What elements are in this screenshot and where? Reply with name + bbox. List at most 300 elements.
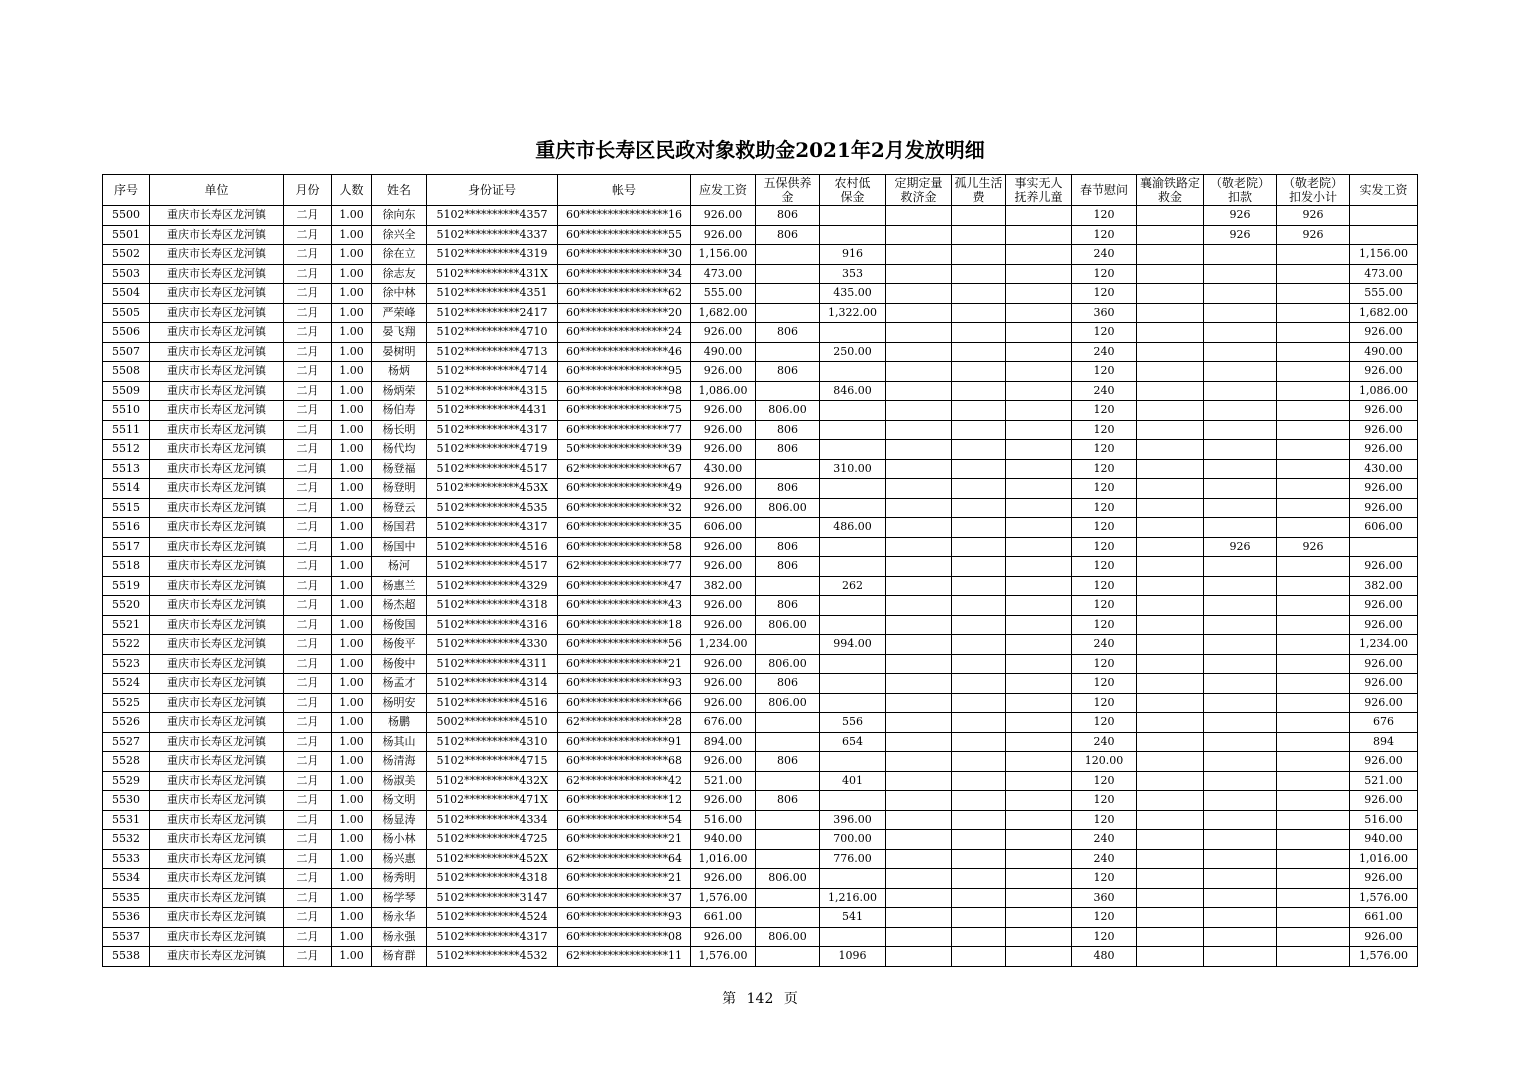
cell-month: 二月 xyxy=(284,732,332,752)
cell-guer xyxy=(952,888,1006,908)
cell-seq: 5525 xyxy=(103,693,150,713)
cell-name: 严荣峰 xyxy=(372,303,427,323)
cell-count: 1.00 xyxy=(332,479,372,499)
table-row xyxy=(103,459,1418,479)
cell-count: 1.00 xyxy=(332,206,372,226)
cell-month: 二月 xyxy=(284,342,332,362)
cell-count: 1.00 xyxy=(332,810,372,830)
cell-seq: 5505 xyxy=(103,303,150,323)
cell-account: 60****************35 xyxy=(558,518,691,538)
cell-salary: 926.00 xyxy=(691,323,756,343)
cell-seq: 5522 xyxy=(103,635,150,655)
cell-month: 二月 xyxy=(284,908,332,928)
cell-shishi xyxy=(1006,381,1072,401)
cell-salary: 555.00 xyxy=(691,284,756,304)
cell-name: 杨炳 xyxy=(372,362,427,382)
cell-unit: 重庆市长寿区龙河镇 xyxy=(150,810,284,830)
cell-id: 5102**********4357 xyxy=(427,206,558,226)
cell-name: 杨文明 xyxy=(372,791,427,811)
cell-salary: 926.00 xyxy=(691,537,756,557)
cell-salary: 1,156.00 xyxy=(691,245,756,265)
header-xiangyu: 襄渝铁路定救金 xyxy=(1137,175,1204,206)
table-row xyxy=(103,440,1418,460)
cell-name: 杨秀明 xyxy=(372,869,427,889)
cell-month: 二月 xyxy=(284,674,332,694)
cell-count: 1.00 xyxy=(332,245,372,265)
cell-dibao: 556 xyxy=(820,713,886,733)
cell-chunjie: 120 xyxy=(1072,693,1137,713)
cell-shishi xyxy=(1006,908,1072,928)
cell-account: 60****************93 xyxy=(558,908,691,928)
cell-dingqi xyxy=(886,752,952,772)
cell-dingqi xyxy=(886,440,952,460)
cell-dibao: 916 xyxy=(820,245,886,265)
cell-actual: 926.00 xyxy=(1350,791,1418,811)
cell-guer xyxy=(952,615,1006,635)
cell-actual: 676 xyxy=(1350,713,1418,733)
cell-id: 5102**********452X xyxy=(427,849,558,869)
cell-chunjie: 120 xyxy=(1072,615,1137,635)
cell-actual: 926.00 xyxy=(1350,401,1418,421)
cell-dingqi xyxy=(886,869,952,889)
table-row xyxy=(103,888,1418,908)
cell-dingqi xyxy=(886,518,952,538)
cell-unit: 重庆市长寿区龙河镇 xyxy=(150,596,284,616)
cell-jlyxj xyxy=(1277,693,1350,713)
cell-count: 1.00 xyxy=(332,557,372,577)
cell-xiangyu xyxy=(1137,869,1204,889)
cell-guer xyxy=(952,264,1006,284)
cell-dibao: 250.00 xyxy=(820,342,886,362)
table-row xyxy=(103,381,1418,401)
cell-month: 二月 xyxy=(284,245,332,265)
cell-shishi xyxy=(1006,206,1072,226)
cell-shishi xyxy=(1006,498,1072,518)
cell-actual: 555.00 xyxy=(1350,284,1418,304)
header-jlyxj: （敬老院）扣发小计 xyxy=(1277,175,1350,206)
cell-unit: 重庆市长寿区龙河镇 xyxy=(150,518,284,538)
cell-dibao xyxy=(820,225,886,245)
cell-seq: 5531 xyxy=(103,810,150,830)
cell-dingqi xyxy=(886,362,952,382)
cell-count: 1.00 xyxy=(332,440,372,460)
cell-id: 5102**********4314 xyxy=(427,674,558,694)
cell-jlykk xyxy=(1204,264,1277,284)
cell-account: 60****************93 xyxy=(558,674,691,694)
cell-actual: 926.00 xyxy=(1350,479,1418,499)
cell-salary: 490.00 xyxy=(691,342,756,362)
cell-seq: 5533 xyxy=(103,849,150,869)
cell-chunjie: 360 xyxy=(1072,303,1137,323)
cell-account: 60****************54 xyxy=(558,810,691,830)
cell-jlyxj xyxy=(1277,518,1350,538)
cell-actual: 926.00 xyxy=(1350,323,1418,343)
cell-month: 二月 xyxy=(284,576,332,596)
cell-name: 杨淑美 xyxy=(372,771,427,791)
cell-account: 60****************37 xyxy=(558,888,691,908)
cell-dibao: 435.00 xyxy=(820,284,886,304)
table-row xyxy=(103,791,1418,811)
cell-name: 杨鹏 xyxy=(372,713,427,733)
cell-dibao xyxy=(820,323,886,343)
cell-count: 1.00 xyxy=(332,771,372,791)
cell-account: 60****************32 xyxy=(558,498,691,518)
table-row xyxy=(103,615,1418,635)
table-row xyxy=(103,557,1418,577)
cell-wubao: 806 xyxy=(756,557,820,577)
cell-xiangyu xyxy=(1137,518,1204,538)
cell-month: 二月 xyxy=(284,771,332,791)
cell-id: 5102**********4710 xyxy=(427,323,558,343)
cell-actual: 1,234.00 xyxy=(1350,635,1418,655)
cell-unit: 重庆市长寿区龙河镇 xyxy=(150,342,284,362)
cell-id: 5102**********4535 xyxy=(427,498,558,518)
cell-unit: 重庆市长寿区龙河镇 xyxy=(150,576,284,596)
cell-jlyxj xyxy=(1277,498,1350,518)
cell-jlykk xyxy=(1204,440,1277,460)
cell-chunjie: 120 xyxy=(1072,206,1137,226)
cell-xiangyu xyxy=(1137,576,1204,596)
cell-month: 二月 xyxy=(284,752,332,772)
cell-jlyxj xyxy=(1277,810,1350,830)
cell-unit: 重庆市长寿区龙河镇 xyxy=(150,459,284,479)
cell-seq: 5526 xyxy=(103,713,150,733)
cell-month: 二月 xyxy=(284,479,332,499)
cell-month: 二月 xyxy=(284,888,332,908)
cell-name: 杨兴惠 xyxy=(372,849,427,869)
cell-name: 杨伯寿 xyxy=(372,401,427,421)
cell-salary: 926.00 xyxy=(691,869,756,889)
cell-count: 1.00 xyxy=(332,908,372,928)
table-row xyxy=(103,342,1418,362)
cell-count: 1.00 xyxy=(332,927,372,947)
cell-name: 杨俊国 xyxy=(372,615,427,635)
header-row xyxy=(103,175,1418,206)
cell-jlykk xyxy=(1204,401,1277,421)
cell-salary: 926.00 xyxy=(691,420,756,440)
cell-actual: 430.00 xyxy=(1350,459,1418,479)
cell-jlykk xyxy=(1204,303,1277,323)
cell-name: 杨登明 xyxy=(372,479,427,499)
cell-shishi xyxy=(1006,342,1072,362)
table-row xyxy=(103,713,1418,733)
cell-shishi xyxy=(1006,849,1072,869)
cell-jlykk xyxy=(1204,459,1277,479)
cell-chunjie: 120 xyxy=(1072,420,1137,440)
cell-id: 5102**********4317 xyxy=(427,420,558,440)
cell-dingqi xyxy=(886,849,952,869)
cell-jlykk xyxy=(1204,869,1277,889)
table-row xyxy=(103,908,1418,928)
cell-jlykk xyxy=(1204,888,1277,908)
cell-name: 杨显涛 xyxy=(372,810,427,830)
cell-chunjie: 120 xyxy=(1072,284,1137,304)
cell-chunjie: 120 xyxy=(1072,459,1137,479)
cell-actual: 926.00 xyxy=(1350,869,1418,889)
cell-dibao: 700.00 xyxy=(820,830,886,850)
cell-name: 杨永华 xyxy=(372,908,427,928)
cell-chunjie: 120 xyxy=(1072,225,1137,245)
cell-guer xyxy=(952,849,1006,869)
table-row xyxy=(103,498,1418,518)
cell-jlyxj xyxy=(1277,947,1350,967)
cell-month: 二月 xyxy=(284,303,332,323)
header-dingqi: 定期定量救济金 xyxy=(886,175,952,206)
cell-wubao xyxy=(756,381,820,401)
page-number: 142 xyxy=(746,991,774,1007)
cell-unit: 重庆市长寿区龙河镇 xyxy=(150,303,284,323)
cell-guer xyxy=(952,596,1006,616)
cell-guer xyxy=(952,557,1006,577)
cell-seq: 5510 xyxy=(103,401,150,421)
cell-shishi xyxy=(1006,576,1072,596)
cell-dibao xyxy=(820,401,886,421)
cell-seq: 5500 xyxy=(103,206,150,226)
table-row xyxy=(103,849,1418,869)
cell-chunjie: 120 xyxy=(1072,908,1137,928)
cell-chunjie: 120 xyxy=(1072,323,1137,343)
cell-guer xyxy=(952,635,1006,655)
cell-salary: 676.00 xyxy=(691,713,756,733)
cell-dingqi xyxy=(886,576,952,596)
cell-name: 徐向东 xyxy=(372,206,427,226)
cell-account: 60****************98 xyxy=(558,381,691,401)
cell-xiangyu xyxy=(1137,849,1204,869)
cell-guer xyxy=(952,810,1006,830)
cell-account: 60****************47 xyxy=(558,576,691,596)
cell-id: 5102**********4532 xyxy=(427,947,558,967)
header-dibao: 农村低保金 xyxy=(820,175,886,206)
cell-chunjie: 120 xyxy=(1072,537,1137,557)
cell-seq: 5538 xyxy=(103,947,150,967)
cell-guer xyxy=(952,498,1006,518)
cell-seq: 5503 xyxy=(103,264,150,284)
cell-actual: 382.00 xyxy=(1350,576,1418,596)
cell-xiangyu xyxy=(1137,459,1204,479)
cell-seq: 5514 xyxy=(103,479,150,499)
cell-id: 5102**********4713 xyxy=(427,342,558,362)
cell-dingqi xyxy=(886,420,952,440)
cell-account: 60****************49 xyxy=(558,479,691,499)
cell-id: 5102**********431X xyxy=(427,264,558,284)
cell-xiangyu xyxy=(1137,908,1204,928)
cell-shishi xyxy=(1006,732,1072,752)
cell-seq: 5516 xyxy=(103,518,150,538)
cell-guer xyxy=(952,225,1006,245)
cell-account: 62****************67 xyxy=(558,459,691,479)
cell-unit: 重庆市长寿区龙河镇 xyxy=(150,420,284,440)
cell-month: 二月 xyxy=(284,420,332,440)
cell-jlykk xyxy=(1204,362,1277,382)
header-unit: 单位 xyxy=(150,175,284,206)
cell-chunjie: 120 xyxy=(1072,869,1137,889)
cell-jlyxj xyxy=(1277,479,1350,499)
cell-id: 5102**********4351 xyxy=(427,284,558,304)
cell-xiangyu xyxy=(1137,674,1204,694)
cell-guer xyxy=(952,206,1006,226)
cell-unit: 重庆市长寿区龙河镇 xyxy=(150,693,284,713)
cell-account: 60****************55 xyxy=(558,225,691,245)
cell-wubao: 806.00 xyxy=(756,401,820,421)
cell-id: 5102**********3147 xyxy=(427,888,558,908)
cell-dibao: 1096 xyxy=(820,947,886,967)
cell-account: 62****************11 xyxy=(558,947,691,967)
cell-shishi xyxy=(1006,615,1072,635)
cell-dibao: 396.00 xyxy=(820,810,886,830)
cell-jlyxj xyxy=(1277,908,1350,928)
cell-jlykk: 926 xyxy=(1204,537,1277,557)
cell-xiangyu xyxy=(1137,303,1204,323)
cell-unit: 重庆市长寿区龙河镇 xyxy=(150,635,284,655)
cell-wubao xyxy=(756,459,820,479)
cell-dibao xyxy=(820,537,886,557)
cell-salary: 1,576.00 xyxy=(691,888,756,908)
table-row xyxy=(103,264,1418,284)
cell-seq: 5529 xyxy=(103,771,150,791)
cell-dingqi xyxy=(886,303,952,323)
cell-dibao xyxy=(820,479,886,499)
cell-dibao xyxy=(820,752,886,772)
cell-xiangyu xyxy=(1137,323,1204,343)
cell-dibao xyxy=(820,654,886,674)
table-row xyxy=(103,693,1418,713)
cell-jlykk xyxy=(1204,284,1277,304)
cell-id: 5102**********4315 xyxy=(427,381,558,401)
cell-wubao: 806 xyxy=(756,674,820,694)
cell-jlyxj xyxy=(1277,362,1350,382)
cell-account: 60****************21 xyxy=(558,654,691,674)
cell-xiangyu xyxy=(1137,245,1204,265)
cell-salary: 926.00 xyxy=(691,479,756,499)
cell-guer xyxy=(952,693,1006,713)
cell-chunjie: 120 xyxy=(1072,576,1137,596)
cell-month: 二月 xyxy=(284,557,332,577)
cell-count: 1.00 xyxy=(332,225,372,245)
cell-jlyxj xyxy=(1277,401,1350,421)
cell-chunjie: 120 xyxy=(1072,810,1137,830)
cell-name: 晏树明 xyxy=(372,342,427,362)
cell-xiangyu xyxy=(1137,537,1204,557)
cell-name: 杨永强 xyxy=(372,927,427,947)
table-row xyxy=(103,635,1418,655)
cell-wubao: 806.00 xyxy=(756,498,820,518)
cell-count: 1.00 xyxy=(332,869,372,889)
cell-month: 二月 xyxy=(284,498,332,518)
cell-xiangyu xyxy=(1137,596,1204,616)
cell-jlyxj xyxy=(1277,635,1350,655)
cell-xiangyu xyxy=(1137,206,1204,226)
cell-account: 60****************91 xyxy=(558,732,691,752)
cell-shishi xyxy=(1006,225,1072,245)
cell-seq: 5527 xyxy=(103,732,150,752)
cell-guer xyxy=(952,576,1006,596)
header-count: 人数 xyxy=(332,175,372,206)
cell-month: 二月 xyxy=(284,264,332,284)
cell-dibao: 846.00 xyxy=(820,381,886,401)
table-row xyxy=(103,830,1418,850)
cell-xiangyu xyxy=(1137,927,1204,947)
cell-month: 二月 xyxy=(284,225,332,245)
cell-xiangyu xyxy=(1137,810,1204,830)
cell-name: 杨登云 xyxy=(372,498,427,518)
cell-wubao xyxy=(756,849,820,869)
cell-dingqi xyxy=(886,791,952,811)
cell-chunjie: 120 xyxy=(1072,518,1137,538)
cell-wubao: 806 xyxy=(756,206,820,226)
cell-account: 62****************64 xyxy=(558,849,691,869)
cell-actual: 473.00 xyxy=(1350,264,1418,284)
cell-salary: 926.00 xyxy=(691,498,756,518)
table-row xyxy=(103,576,1418,596)
cell-jlyxj xyxy=(1277,674,1350,694)
header-name: 姓名 xyxy=(372,175,427,206)
cell-seq: 5501 xyxy=(103,225,150,245)
cell-name: 杨炳荣 xyxy=(372,381,427,401)
cell-jlyxj xyxy=(1277,303,1350,323)
cell-month: 二月 xyxy=(284,947,332,967)
cell-actual: 926.00 xyxy=(1350,615,1418,635)
cell-wubao xyxy=(756,810,820,830)
cell-id: 5102**********4329 xyxy=(427,576,558,596)
cell-dingqi xyxy=(886,206,952,226)
cell-dingqi xyxy=(886,713,952,733)
cell-jlykk xyxy=(1204,479,1277,499)
cell-dibao: 994.00 xyxy=(820,635,886,655)
cell-xiangyu xyxy=(1137,732,1204,752)
cell-dibao xyxy=(820,693,886,713)
cell-salary: 606.00 xyxy=(691,518,756,538)
cell-jlykk xyxy=(1204,615,1277,635)
cell-seq: 5511 xyxy=(103,420,150,440)
cell-shishi xyxy=(1006,771,1072,791)
cell-guer xyxy=(952,927,1006,947)
cell-salary: 926.00 xyxy=(691,615,756,635)
cell-jlyxj xyxy=(1277,713,1350,733)
cell-id: 5102**********4524 xyxy=(427,908,558,928)
table-row xyxy=(103,225,1418,245)
cell-unit: 重庆市长寿区龙河镇 xyxy=(150,401,284,421)
cell-shishi xyxy=(1006,245,1072,265)
cell-count: 1.00 xyxy=(332,732,372,752)
cell-jlykk xyxy=(1204,908,1277,928)
cell-guer xyxy=(952,791,1006,811)
cell-chunjie: 120 xyxy=(1072,927,1137,947)
cell-count: 1.00 xyxy=(332,576,372,596)
cell-wubao xyxy=(756,245,820,265)
cell-name: 杨杰超 xyxy=(372,596,427,616)
cell-id: 5102**********4431 xyxy=(427,401,558,421)
cell-chunjie: 240 xyxy=(1072,342,1137,362)
cell-id: 5102**********4318 xyxy=(427,596,558,616)
cell-shishi xyxy=(1006,752,1072,772)
cell-salary: 926.00 xyxy=(691,440,756,460)
cell-salary: 473.00 xyxy=(691,264,756,284)
cell-actual: 606.00 xyxy=(1350,518,1418,538)
cell-actual: 521.00 xyxy=(1350,771,1418,791)
cell-shishi xyxy=(1006,810,1072,830)
cell-count: 1.00 xyxy=(332,615,372,635)
cell-jlyxj xyxy=(1277,420,1350,440)
cell-seq: 5535 xyxy=(103,888,150,908)
cell-month: 二月 xyxy=(284,849,332,869)
cell-dibao: 310.00 xyxy=(820,459,886,479)
cell-dibao xyxy=(820,674,886,694)
cell-account: 60****************30 xyxy=(558,245,691,265)
cell-unit: 重庆市长寿区龙河镇 xyxy=(150,713,284,733)
cell-unit: 重庆市长寿区龙河镇 xyxy=(150,206,284,226)
cell-jlykk xyxy=(1204,323,1277,343)
cell-jlyxj: 926 xyxy=(1277,537,1350,557)
